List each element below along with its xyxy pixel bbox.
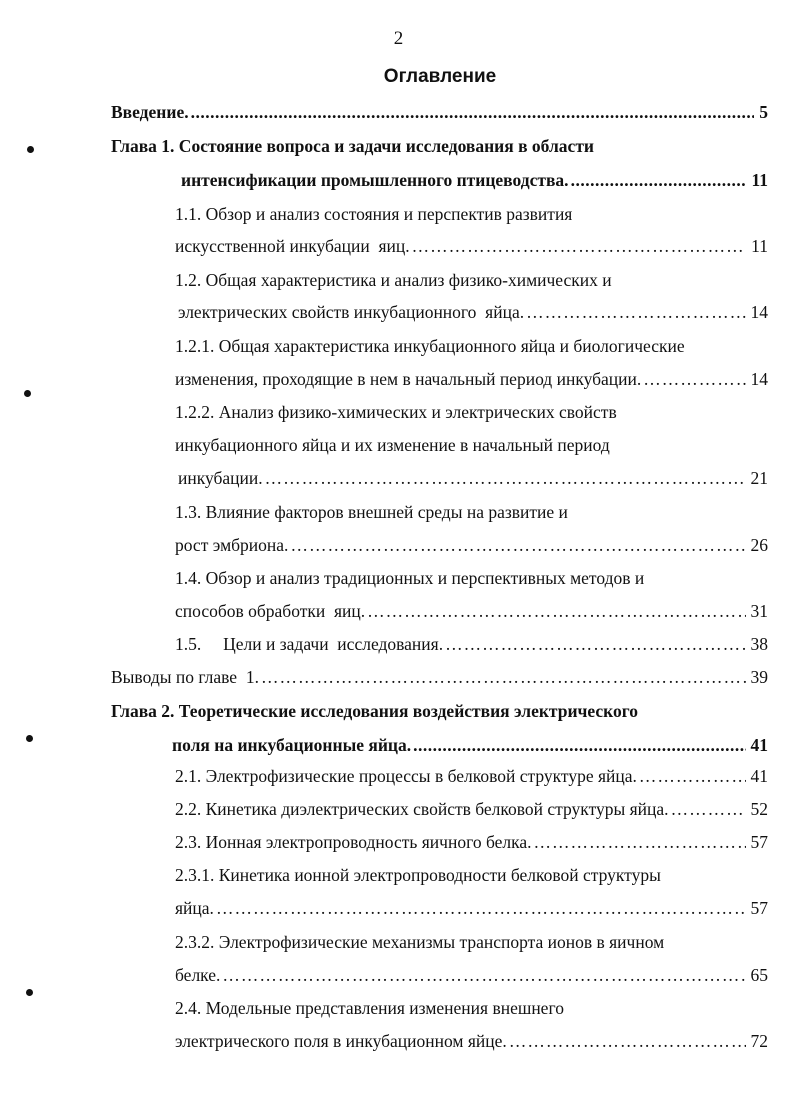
toc-section-1-2-2-line-1: 1.2.2. Анализ физико-химических и электрических свойств <box>175 402 617 422</box>
margin-mark <box>24 390 31 397</box>
page-ref: 11 <box>751 236 768 256</box>
page-ref: 14 <box>750 369 768 389</box>
toc-chapter-2-line-1: Глава 2. Теоретические исследования воздействия электрического <box>111 701 639 721</box>
page-ref: 52 <box>750 799 768 819</box>
page-ref: 11 <box>751 170 768 190</box>
page-ref: 41 <box>750 766 768 786</box>
toc-section-1-3-line-2: рост эмбриона. ……………………………………………………………………………………………………………………………………………………………… 26 <box>175 532 768 558</box>
toc-section-2-3: 2.3. Ионная электропроводность яичного белка. ……………………………………………………………………………………………………………………………………………………………… 57 <box>175 829 768 855</box>
page-ref: 72 <box>750 1031 768 1051</box>
page-ref: 38 <box>750 634 768 654</box>
toc-section-1-2-line-1: 1.2. Общая характеристика и анализ физико-химических и <box>175 270 612 290</box>
toc-section-2-3-2-line-2: белке. ……………………………………………………………………………………………………………………………………………………………… 65 <box>175 962 768 988</box>
toc-section-1-2-2-line-2: инкубационного яйца и их изменение в начальный период <box>175 435 610 455</box>
page-ref: 21 <box>750 468 768 488</box>
toc-section-1-4-line-2: способов обработки яиц. ……………………………………………………………………………………………………………………………………………………………… 31 <box>175 598 768 624</box>
toc-section-1-2-2-line-3: инкубации. ……………………………………………………………………………………………………………………………………………………………… 21 <box>178 465 768 491</box>
margin-mark <box>26 989 33 996</box>
page-ref: 65 <box>750 965 768 985</box>
page-ref: 57 <box>750 832 768 852</box>
toc-chapter-1-line-1: Глава 1. Состояние вопроса и задачи исследования в области <box>111 136 594 156</box>
page-ref: 5 <box>759 102 768 122</box>
page-number: 2 <box>393 28 404 49</box>
page-ref: 41 <box>750 735 768 755</box>
toc-section-2-3-1-line-2: яйца. ……………………………………………………………………………………………………………………………………………………………… 57 <box>175 895 768 921</box>
toc-title: Оглавление <box>383 66 497 87</box>
margin-mark <box>26 735 33 742</box>
margin-mark <box>27 146 34 153</box>
toc-chapter-1-line-2: интенсификации промышленного птицеводства. ..... 11 <box>181 167 768 193</box>
toc-section-1-2-1-line-1: 1.2.1. Общая характеристика инкубационного яйца и биологические <box>175 336 685 356</box>
toc-section-2-2: 2.2. Кинетика диэлектрических свойств белковой структуры яйца. ……………………………………………………………………………………………………………………………………………………………… 52 <box>175 796 768 822</box>
page-ref: 39 <box>750 667 768 687</box>
toc-section-1-2-line-2: электрических свойств инкубационного яйца. ……………………………………………………………………………………………………………………………………………………………… 14 <box>178 299 768 325</box>
toc-section-1-1-line-2: искусственной инкубации яиц. ……………………………………………………………………………………………………………………………………………………………… 11 <box>175 233 768 259</box>
page-ref: 14 <box>750 302 768 322</box>
toc-conclusions-chapter-1: Выводы по главе 1. ……………………………………………………………………………………………………………………………………………………………… 39 <box>111 664 768 690</box>
toc-section-2-3-1-line-1: 2.3.1. Кинетика ионной электропроводности белковой структуры <box>175 865 661 885</box>
toc-section-1-1-line-1: 1.1. Обзор и анализ состояния и перспектив развития <box>175 204 573 224</box>
toc-section-2-3-2-line-1: 2.3.2. Электрофизические механизмы транспорта ионов в яичном <box>175 932 665 952</box>
toc-section-2-1: 2.1. Электрофизические процессы в белковой структуре яйца. ……………………………………………………………………………………………………………………………………………………………… 41 <box>175 763 768 789</box>
toc-section-1-5: 1.5. Цели и задачи исследования. ……………………………………………………………………………………………………………………………………………………………… 38 <box>175 631 768 657</box>
toc-section-2-4-line-2: электрического поля в инкубационном яйце. ……………………………………………………………………………………………………………………………………………………………… 72 <box>175 1028 768 1054</box>
toc-section-2-4-line-1: 2.4. Модельные представления изменения внешнего <box>175 998 564 1018</box>
toc-chapter-2-line-2: поля на инкубационные яйца. ..... 41 <box>172 732 768 758</box>
toc-entry-introduction: Введение. ..... 5 <box>111 99 768 125</box>
page-ref: 31 <box>750 601 768 621</box>
page-ref: 26 <box>750 535 768 555</box>
toc-section-1-2-1-line-2: изменения, проходящие в нем в начальный период инкубации. ……………………………………………………………………………………………………………………………………………………………… 14 <box>175 366 768 392</box>
page-ref: 57 <box>750 898 768 918</box>
toc-section-1-3-line-1: 1.3. Влияние факторов внешней среды на развитие и <box>175 502 568 522</box>
toc-section-1-4-line-1: 1.4. Обзор и анализ традиционных и перспективных методов и <box>175 568 645 588</box>
